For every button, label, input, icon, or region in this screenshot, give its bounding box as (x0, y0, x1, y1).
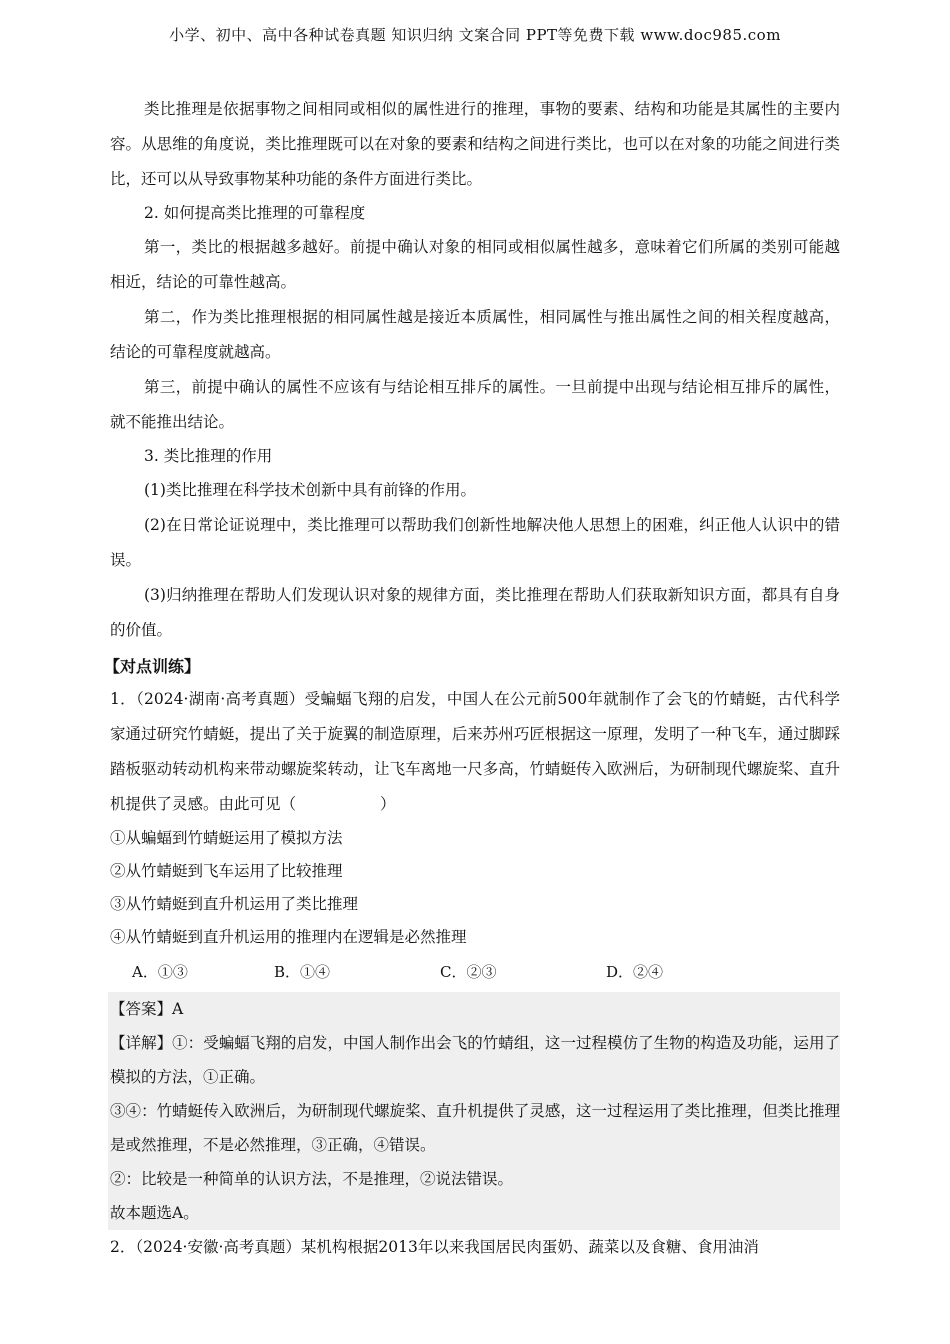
training-title: 【对点训练】 (104, 657, 201, 676)
choice-a: A．①③ (132, 963, 188, 981)
paragraph-second: 第二，作为类比推理根据的相同属性越是接近本质属性，相同属性与推出属性之间的相关程度越高，结论的可靠程度就越高。 (110, 308, 840, 361)
question-1-item: ②从竹蜻蜓到飞车运用了比较推理 (110, 862, 343, 880)
choice-c: C．②③ (440, 963, 497, 981)
section-heading-2: 2. 如何提高类比推理的可靠程度 (144, 204, 366, 222)
section-heading-3: 3. 类比推理的作用 (144, 447, 273, 465)
question-1-stem (110, 682, 840, 822)
question-2-stem: 2．（2024·安徽·高考真题）某机构根据2013年以来我国居民肉蛋奶、蔬菜以及食糖、食用油消 (110, 1238, 759, 1256)
question-1-stem-text: 1．（2024·湖南·高考真题）受蝙蝠飞翔的启发，中国人在公元前500年就制作了会飞的竹蜻蜓，古代科学家通过研究竹蜻蜓，提出了关于旋翼的制造原理，后来苏州巧匠根据这一原理，发明了一种飞车，通过脚踩踏板驱动转动机构来带动螺旋桨转动，让飞车离地一尺多高，竹蜻蜓传入欧洲后，为研制现代螺旋桨、直升机提供了灵感。由此可见（ (110, 690, 840, 813)
question-1-item: ③从竹蜻蜓到直升机运用了类比推理 (110, 895, 359, 913)
detail-line: ③④：竹蜻蜓传入欧洲后，为研制现代螺旋桨、直升机提供了灵感，这一过程运用了类比推理，但类比推理是或然推理，不是必然推理，③正确，④错误。 (110, 1102, 840, 1154)
choice-d: D．②④ (606, 963, 664, 981)
answer-line: 【答案】A (110, 1000, 184, 1018)
detail-line: ②：比较是一种简单的认识方法，不是推理，②说法错误。 (110, 1170, 514, 1188)
paragraph-role-2: (2)在日常论证说理中，类比推理可以帮助我们创新性地解决他人思想上的困难，纠正他人认识中的错误。 (110, 516, 840, 569)
detail-line: 故本题选A。 (110, 1204, 199, 1222)
paragraph-analogy-definition: 类比推理是依据事物之间相同或相似的属性进行的推理，事物的要素、结构和功能是其属性的主要内容。从思维的角度说，类比推理既可以在对象的要素和结构之间进行类比，也可以在对象的功能之间进行类比，还可以从导致事物某种功能的条件方面进行类比。 (110, 100, 840, 188)
answer-box (108, 992, 840, 1230)
question-1-choices (110, 954, 840, 990)
question-1-item: ①从蝙蝠到竹蜻蜓运用了模拟方法 (110, 829, 343, 847)
choice-b: B．①④ (274, 963, 331, 981)
question-1-item: ④从竹蜻蜓到直升机运用的推理内在逻辑是必然推理 (110, 928, 467, 946)
page-header: 小学、初中、高中各种试卷真题 知识归纳 文案合同 PPT等免费下载 www.doc985.com (169, 26, 781, 44)
detail-line: 【详解】①：受蝙蝠飞翔的启发，中国人制作出会飞的竹蜻组，这一过程模仿了生物的构造及功能，运用了模拟的方法，①正确。 (110, 1034, 840, 1086)
question-1-stem-end: ） (380, 795, 396, 813)
paragraph-first: 第一，类比的根据越多越好。前提中确认对象的相同或相似属性越多，意味着它们所属的类别可能越相近，结论的可靠性越高。 (110, 238, 840, 291)
document-body (104, 92, 840, 1265)
paragraph-role-3: (3)归纳推理在帮助人们发现认识对象的规律方面，类比推理在帮助人们获取新知识方面，都具有自身的价值。 (110, 586, 840, 639)
paragraph-role-1: (1)类比推理在科学技术创新中具有前锋的作用。 (144, 481, 476, 499)
paragraph-third: 第三，前提中确认的属性不应该有与结论相互排斥的属性。一旦前提中出现与结论相互排斥的属性，就不能推出结论。 (110, 378, 840, 431)
